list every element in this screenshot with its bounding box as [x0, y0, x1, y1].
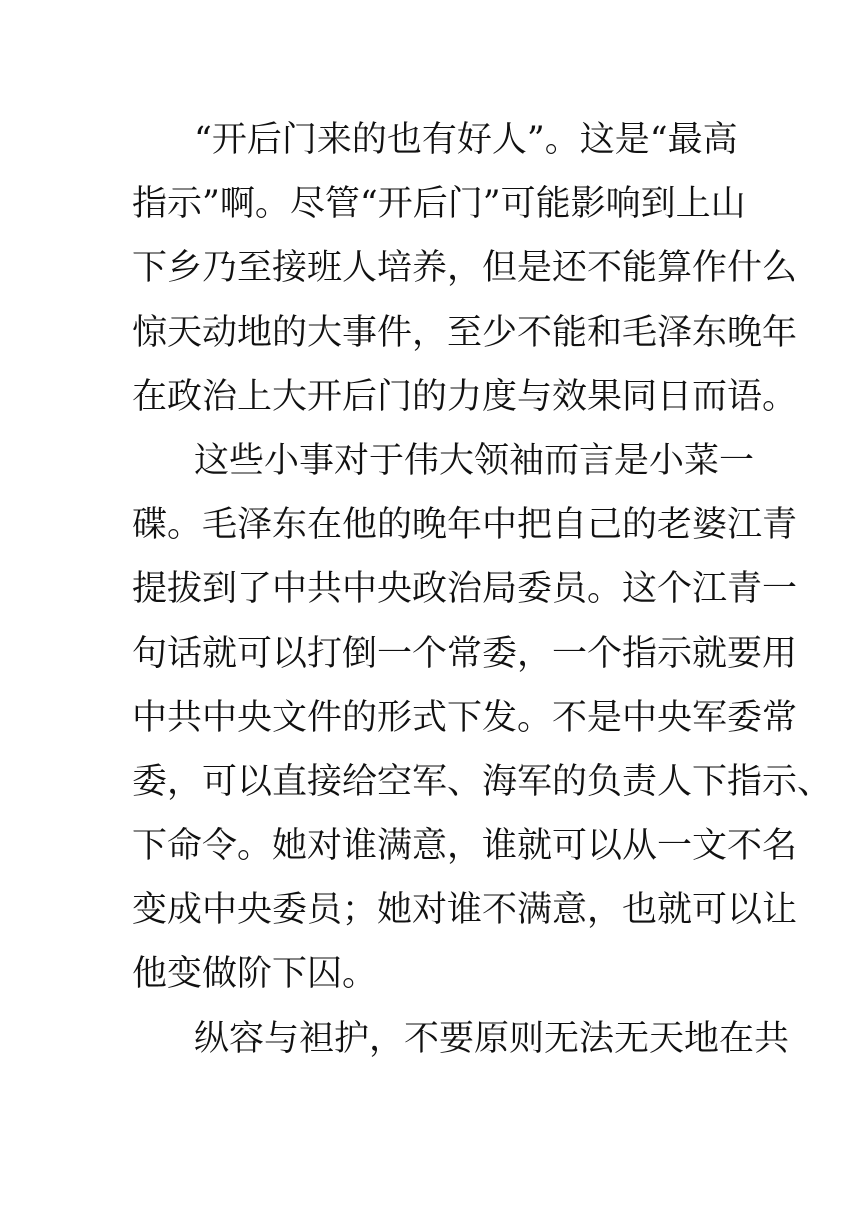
text-line: 纵容与袒护，不要原则无法无天地在共	[194, 1018, 790, 1059]
text-line: 在政治上大开后门的力度与效果同日而语。	[132, 376, 798, 417]
text-line: 他变做阶下囚。	[132, 954, 378, 995]
text-line: 句话就可以打倒一个常委，一个指示就要用	[132, 633, 798, 674]
text-line: 提拔到了中共中央政治局委员。这个江青一	[132, 569, 798, 610]
text-line: 指示”啊。尽管“开后门”可能影响到上山	[132, 184, 746, 225]
text-line: 惊天动地的大事件，至少不能和毛泽东晚年	[132, 312, 798, 353]
text-line: 变成中央委员；她对谁不满意，也就可以让	[132, 890, 798, 931]
text-line: 下命令。她对谁满意，谁就可以从一文不名	[132, 826, 798, 867]
body-text	[132, 108, 833, 1071]
text-line: 下乡乃至接班人培养，但是还不能算作什么	[132, 248, 798, 289]
text-line: “开后门来的也有好人”。这是“最高	[194, 120, 738, 160]
text-line: 委，可以直接给空军、海军的负责人下指示、	[132, 761, 833, 802]
text-line: 这些小事对于伟大领袖而言是小菜一	[194, 440, 755, 481]
text-line: 碟。毛泽东在他的晚年中把自己的老婆江青	[132, 505, 798, 546]
text-line: 中共中央文件的形式下发。不是中央军委常	[132, 697, 798, 738]
